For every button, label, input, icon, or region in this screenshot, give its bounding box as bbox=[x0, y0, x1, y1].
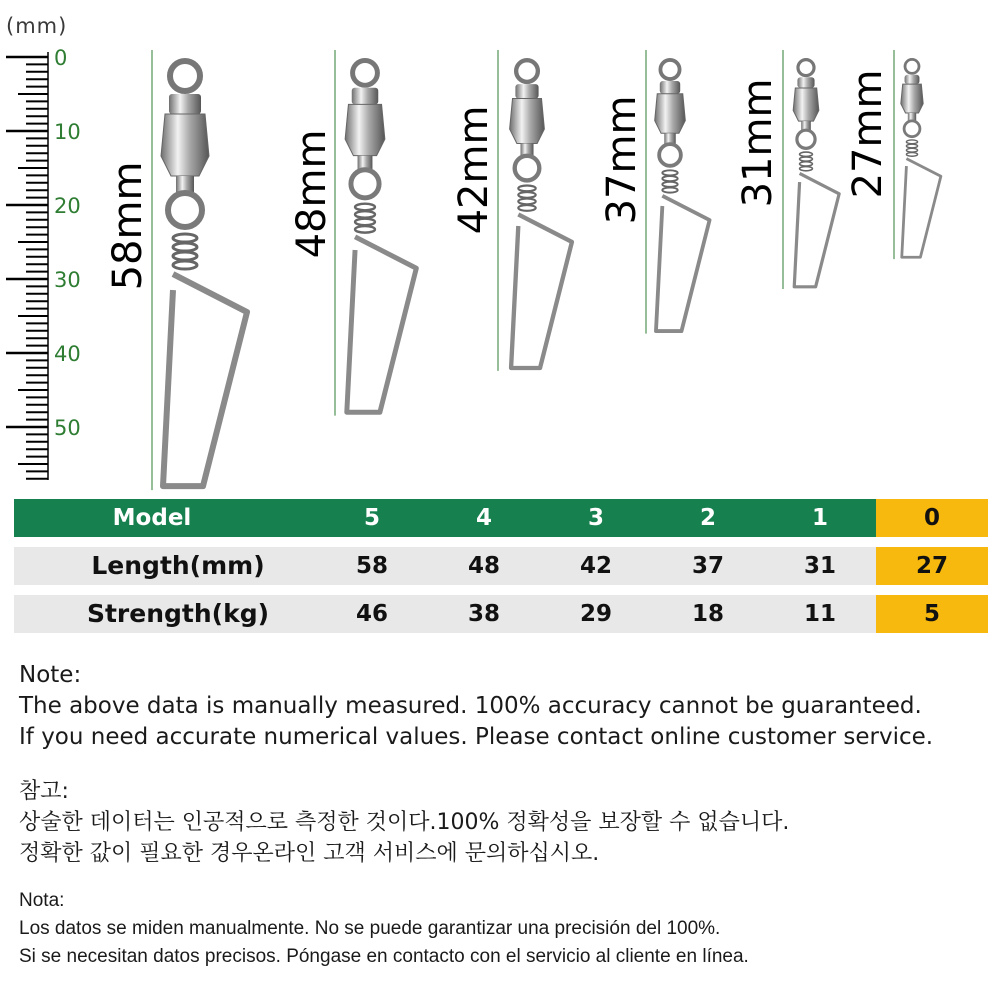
strength-cell: 46 bbox=[355, 601, 388, 627]
bottom-ring bbox=[351, 170, 379, 198]
swivel-model-5 bbox=[152, 50, 247, 490]
strength-cell: 18 bbox=[691, 601, 724, 627]
model-cell: 5 bbox=[363, 505, 380, 531]
note-line: 상술한 데이터는 인공적으로 측정한 것이다.100% 정확성을 보장할 수 없습니다. bbox=[19, 810, 790, 835]
wire-coil bbox=[800, 152, 813, 156]
note-line: 정확한 값이 필요한 경우온라인 고객 서비스에 문의하십시오. bbox=[19, 841, 600, 866]
wire-coil bbox=[173, 252, 197, 260]
barrel-neck bbox=[905, 75, 920, 84]
ruler-unit-label: (mm) bbox=[6, 14, 68, 38]
model-cell-highlight: 0 bbox=[876, 499, 988, 537]
ruler-tick-label: 0 bbox=[54, 46, 68, 70]
model-cell: 1 bbox=[811, 505, 828, 531]
ruler-tick-label: 50 bbox=[54, 416, 81, 440]
length-label-model-4: 48mm bbox=[289, 129, 335, 259]
barrel-neck bbox=[797, 77, 814, 88]
model-cell: 2 bbox=[699, 505, 716, 531]
note-title: Note: bbox=[19, 662, 82, 688]
note-title: Nota: bbox=[19, 890, 65, 911]
swivel-model-0 bbox=[894, 50, 941, 259]
wire-coil bbox=[662, 188, 677, 193]
strength-cell: 11 bbox=[803, 601, 836, 627]
wire-coil bbox=[662, 182, 677, 187]
barrel-body bbox=[793, 88, 819, 121]
wire-coil bbox=[173, 243, 197, 251]
model-cell: 3 bbox=[587, 505, 604, 531]
bottom-ring bbox=[904, 121, 920, 137]
wire-coil bbox=[662, 176, 677, 181]
bottom-ring bbox=[797, 130, 815, 148]
length-label-model-3: 42mm bbox=[451, 105, 497, 235]
length-cell: 42 bbox=[579, 553, 612, 579]
note-english bbox=[19, 660, 933, 753]
length-label-model-1: 31mm bbox=[735, 78, 781, 208]
length-cell: 37 bbox=[691, 553, 724, 579]
barrel-body bbox=[901, 84, 923, 113]
swivel-model-4 bbox=[335, 50, 416, 416]
length-label-model-5: 58mm bbox=[105, 161, 151, 291]
barrel-neck bbox=[169, 94, 201, 114]
note-line: The above data is manually measured. 100% accuracy cannot be guaranteed. bbox=[19, 693, 922, 719]
length-label-model-2: 37mm bbox=[599, 95, 645, 225]
wire-coil bbox=[173, 234, 197, 242]
bottom-ring bbox=[515, 156, 540, 181]
wire-coil bbox=[800, 157, 813, 161]
barrel-neck bbox=[515, 84, 538, 98]
wire-coil bbox=[518, 205, 535, 211]
top-ring bbox=[905, 59, 919, 73]
snap-clip bbox=[163, 274, 247, 486]
barrel-neck bbox=[660, 81, 680, 94]
top-ring bbox=[353, 60, 378, 85]
strength-cell-highlight: 5 bbox=[876, 595, 988, 633]
note-line: Si se necesitan datos precisos. Póngase en contacto con el servicio al cliente en línea. bbox=[19, 946, 749, 967]
table-row-length bbox=[14, 547, 988, 585]
wire-coil bbox=[906, 140, 917, 144]
barrel-body bbox=[510, 99, 545, 144]
wire-coil bbox=[173, 261, 197, 269]
snap-clip bbox=[794, 173, 839, 286]
ruler-tick-label: 40 bbox=[54, 342, 81, 366]
wire-coil bbox=[906, 144, 917, 148]
top-ring bbox=[516, 60, 538, 82]
model-cell: 4 bbox=[475, 505, 492, 531]
top-ring bbox=[798, 60, 814, 76]
snap-clip bbox=[902, 159, 941, 258]
top-ring bbox=[170, 61, 200, 91]
length-label-model-0: 27mm bbox=[845, 69, 891, 199]
wire-coil bbox=[518, 199, 535, 205]
barrel-neck bbox=[352, 88, 378, 105]
length-cell-highlight: 27 bbox=[876, 547, 988, 585]
snap-clip bbox=[347, 237, 417, 412]
snap-clip bbox=[656, 196, 710, 331]
wire-coil bbox=[662, 170, 677, 175]
note-title: 참고: bbox=[19, 779, 69, 804]
note-korean bbox=[19, 776, 789, 869]
note-line: If you need accurate numerical values. Please contact online customer service. bbox=[19, 724, 934, 750]
wire-coil bbox=[355, 226, 375, 233]
ruler-tick-label: 30 bbox=[54, 268, 81, 292]
wire-coil bbox=[800, 162, 813, 166]
header-model: Model bbox=[112, 505, 192, 531]
table-row-strength bbox=[14, 595, 988, 633]
wire-coil bbox=[518, 185, 535, 191]
swivel-model-2 bbox=[646, 50, 710, 334]
ruler-tick-label: 10 bbox=[54, 120, 81, 144]
snap-clip bbox=[511, 214, 572, 368]
swivel-model-1 bbox=[783, 50, 839, 289]
table-row-model bbox=[14, 499, 988, 537]
wire-coil bbox=[906, 148, 917, 152]
barrel-body bbox=[345, 104, 385, 155]
strength-cell: 29 bbox=[579, 601, 612, 627]
wire-coil bbox=[355, 204, 375, 211]
barrel-body bbox=[161, 114, 209, 176]
bottom-ring bbox=[659, 144, 681, 166]
wire-coil bbox=[906, 153, 917, 157]
length-cell: 31 bbox=[803, 553, 836, 579]
swivel-model-3 bbox=[498, 50, 572, 371]
header-strength: Strength(kg) bbox=[86, 599, 270, 628]
bottom-ring bbox=[168, 193, 202, 227]
top-ring bbox=[660, 60, 679, 79]
length-cell: 58 bbox=[355, 553, 388, 579]
wire-coil bbox=[355, 219, 375, 226]
strength-cell: 38 bbox=[467, 601, 500, 627]
wire-coil bbox=[800, 167, 813, 171]
note-spanish bbox=[19, 887, 749, 971]
wire-coil bbox=[518, 192, 535, 198]
wire-coil bbox=[355, 211, 375, 218]
length-cell: 48 bbox=[467, 553, 500, 579]
ruler-tick-label: 20 bbox=[54, 194, 81, 218]
barrel-body bbox=[655, 94, 686, 134]
header-length: Length(mm) bbox=[91, 551, 265, 580]
note-line: Los datos se miden manualmente. No se puede garantizar una precisión del 100%. bbox=[19, 918, 721, 939]
